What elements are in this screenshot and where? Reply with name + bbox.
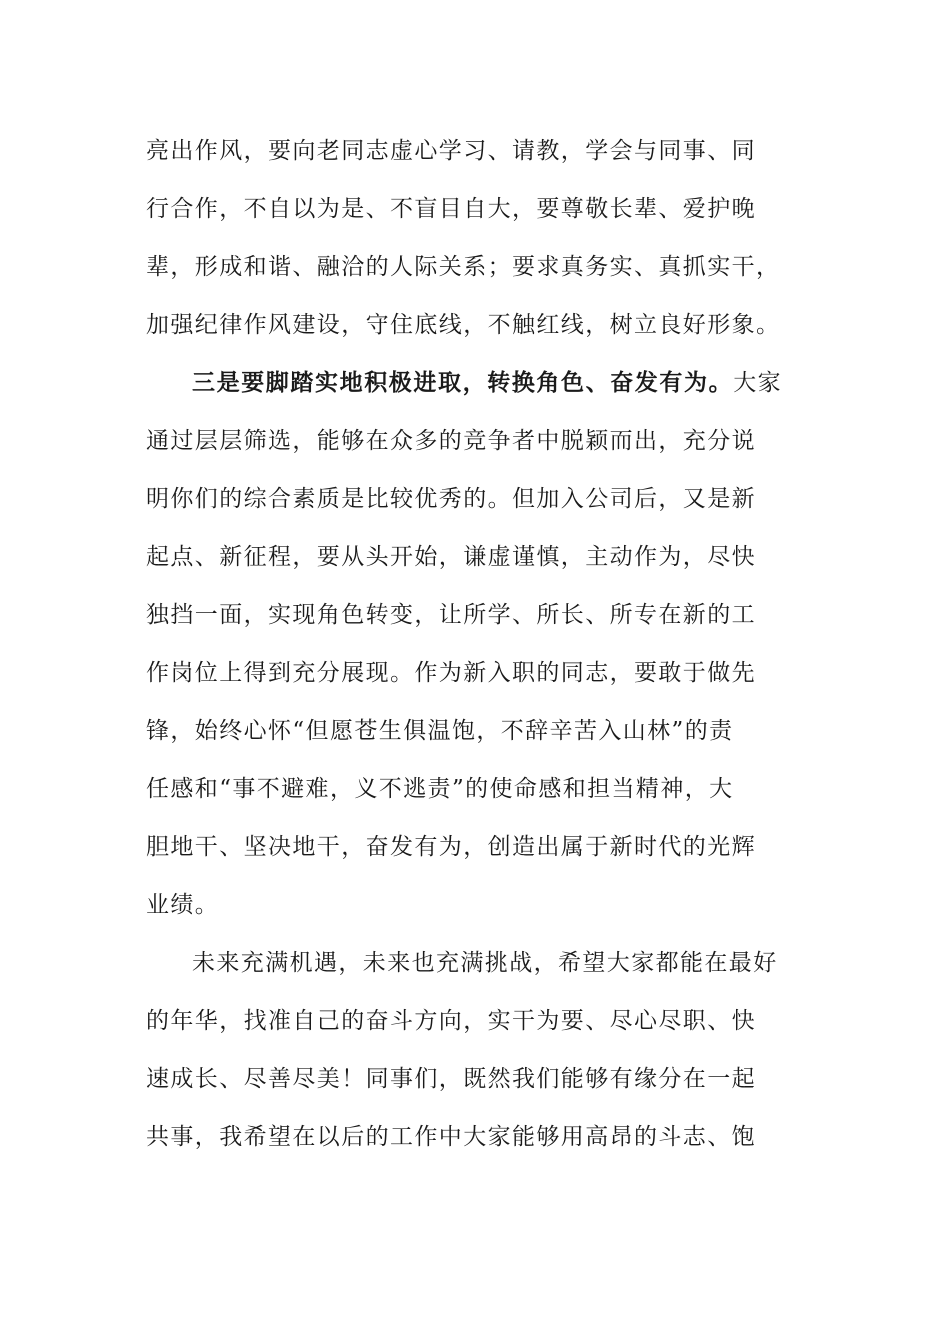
paragraph-line: 作岗位上得到充分展现。作为新入职的同志，要敢于做先 [146,660,756,686]
first-line-rest: 大家 [733,370,783,396]
paragraph-line: 业绩。 [146,892,220,918]
document-body [146,130,816,1174]
paragraph-line: 胆地干、坚决地干，奋发有为，创造出属于新时代的光辉 [146,834,756,860]
paragraph-line: 辈，形成和谐、融洽的人际关系；要求真务实、真抓实干， [146,254,781,280]
paragraph-line: 通过层层筛选，能够在众多的竞争者中脱颖而出，充分说 [146,428,756,454]
paragraph-line: 亮出作风，要向老同志虚心学习、请教，学会与同事、同 [146,138,756,164]
paragraph-line: 加强纪律作风建设，守住底线，不触红线，树立良好形象。 [146,312,781,338]
paragraph-3 [146,942,816,1174]
paragraph-2 [146,362,816,942]
paragraph-line: 行合作，不自以为是、不盲目自大，要尊敬长辈、爱护晚 [146,196,756,222]
paragraph-line: 速成长、尽善尽美！同事们，既然我们能够有缘分在一起 [146,1066,756,1092]
paragraph-line: 共事，我希望在以后的工作中大家能够用高昂的斗志、饱 [146,1124,756,1150]
paragraph-1 [146,130,816,362]
paragraph-line: 独挡一面，实现角色转变，让所学、所长、所专在新的工 [146,602,756,628]
paragraph-line: 的年华，找准自己的奋斗方向，实干为要、尽心尽职、快 [146,1008,756,1034]
paragraph-line: 任感和“事不避难，义不逃责”的使命感和担当精神，大 [146,776,734,802]
paragraph-line: 未来充满机遇，未来也充满挑战，希望大家都能在最好 [192,950,778,976]
paragraph-line: 起点、新征程，要从头开始，谦虚谨慎，主动作为，尽快 [146,544,756,570]
paragraph-first-line [146,362,816,420]
paragraph-line: 明你们的综合素质是比较优秀的。但加入公司后，又是新 [146,486,756,512]
section-heading: 三是要脚踏实地积极进取，转换角色、奋发有为。 [192,370,734,396]
paragraph-line: 锋，始终心怀“但愿苍生俱温饱，不辞辛苦入山林”的责 [146,718,734,744]
